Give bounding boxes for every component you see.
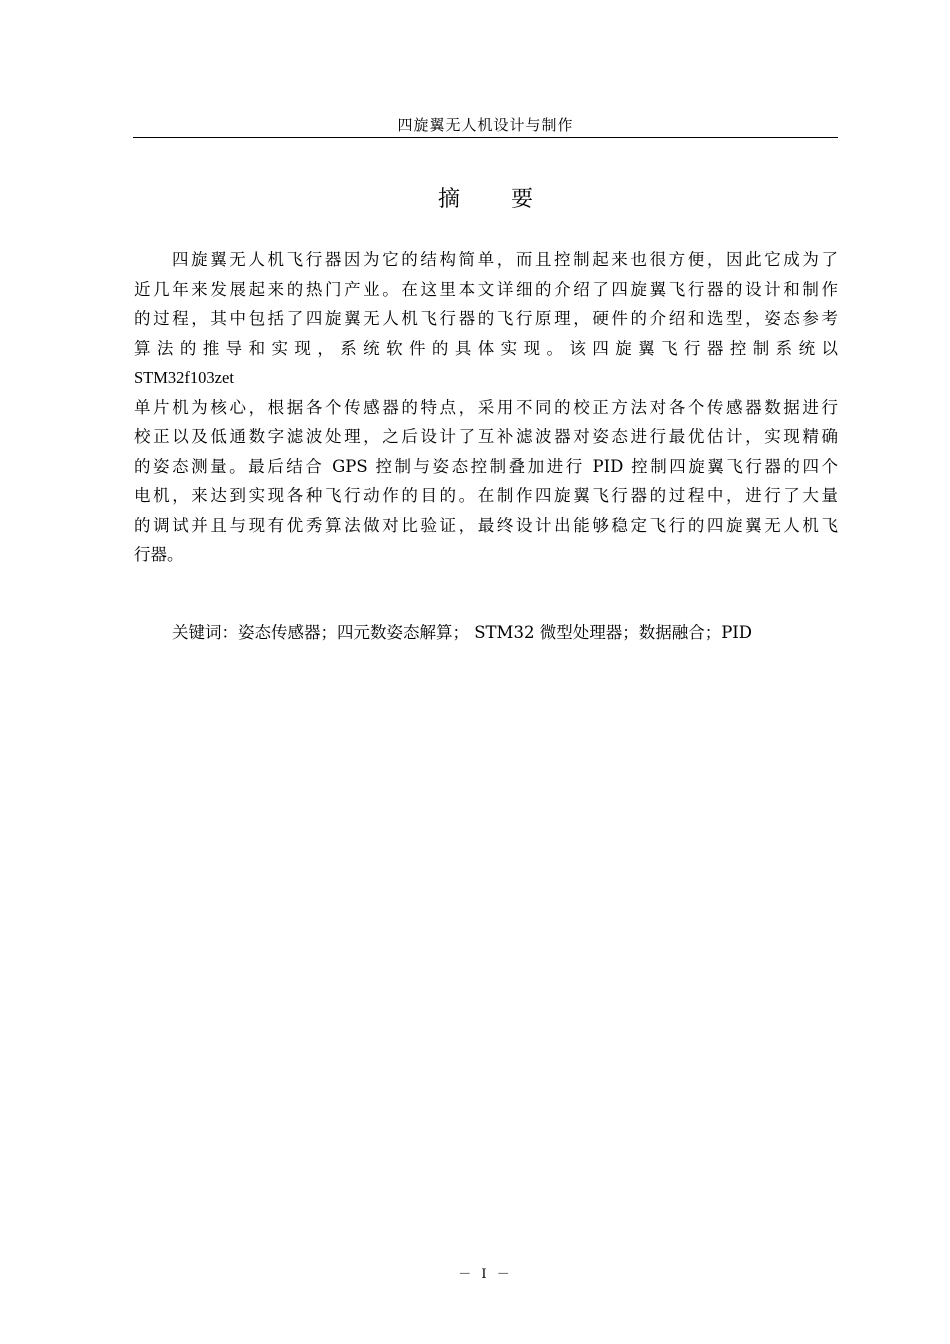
abstract-line-6: 单片机为核心，根据各个传感器的特点，采用不同的校正方法对各个传感器数据进行 <box>134 397 838 417</box>
abstract-heading: 摘 要 <box>438 187 555 212</box>
abstract-line-5: STM32f103zet <box>134 368 234 387</box>
abstract-line-8: 的姿态测量。最后结合 GPS 控制与姿态控制叠加进行 PID 控制四旋翼飞行器的四个 <box>134 456 838 476</box>
abstract-line-7: 校正以及低通数字滤波处理，之后设计了互补滤波器对姿态进行最优估计，实现精确 <box>134 427 838 446</box>
abstract-line-9: 电机，来达到实现各种飞行动作的目的。在制作四旋翼飞行器的过程中，进行了大量 <box>134 486 838 505</box>
page-header-title: 四旋翼无人机设计与制作 <box>397 116 574 134</box>
abstract-line-3: 的过程，其中包括了四旋翼无人机飞行器的飞行原理，硬件的介绍和选型，姿态参考 <box>134 309 838 328</box>
abstract-line-1: 四旋翼无人机飞行器因为它的结构简单，而且控制起来也很方便，因此它成为了 <box>172 250 838 269</box>
abstract-line-2: 近几年来发展起来的热门产业。在这里本文详细的介绍了四旋翼飞行器的设计和制作 <box>134 279 838 299</box>
abstract-line-10: 的调试并且与现有优秀算法做对比验证，最终设计出能够稳定飞行的四旋翼无人机飞 <box>134 515 838 535</box>
keywords-line: 关键词：姿态传感器；四元数姿态解算； STM32 微型处理器；数据融合；PID <box>172 623 753 642</box>
abstract-line-4: 算法的推导和实现，系统软件的具体实现。该四旋翼飞行器控制系统以 <box>134 338 838 358</box>
page-number: － I － <box>458 1267 513 1282</box>
abstract-line-11: 行器。 <box>134 545 184 564</box>
abstract-paragraph <box>134 245 838 570</box>
header-divider <box>133 137 838 138</box>
